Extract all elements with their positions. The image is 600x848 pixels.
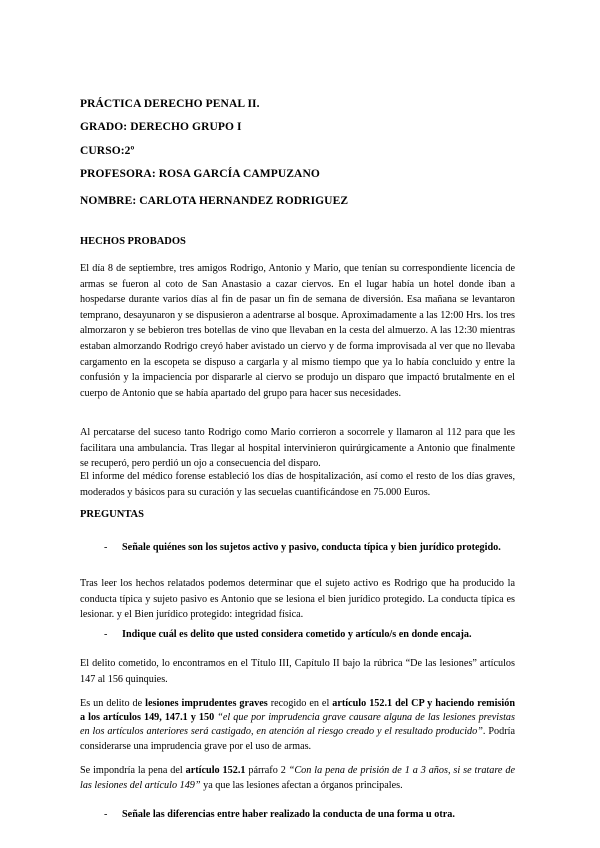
question-2 [104, 628, 514, 643]
answer-2: El delito cometido, lo encontramos en el Título III, Capítulo II bajo la rúbrica “De las lesiones” artículos 147 al 156 quinquies. [80, 658, 515, 685]
articulo-quote: “el que por imprudencia grave causare alguna de las lesiones previstas en los artículos anteriores será castigado, en atención al riesgo creado y el resultado producido” [80, 712, 515, 738]
grado-heading: GRADO: DERECHO GRUPO I [80, 121, 242, 133]
practica-heading: PRÁCTICA DERECHO PENAL II. [80, 98, 260, 110]
question-3-text: Señale las diferencias entre haber realizado la conducta de una forma u otra. [122, 809, 455, 820]
list-dash: - [104, 629, 108, 640]
answer-4: Se impondría la pena del artículo 152.1 párrafo 2 “Con la pena de prisión de 1 a 3 años, si se tratare de las lesiones del artículo 149” ya que las lesiones afectan a órganos principales. [80, 765, 515, 791]
articulo-bold: artículo 152.1 del CP y haciendo remisión a los artículos 149, 147.1 y 150 [80, 698, 515, 724]
hechos-probados-title: HECHOS PROBADOS [80, 236, 186, 247]
hechos-paragraph-2: Al percatarse del suceso tanto Rodrigo como Mario corrieron a socorrele y llamaron al 112 para que les facilitara una ambulancia. Tras llegar al hospital intervinieron quirúrgicamente a Antonio que finalmente se recuperó, pero perdió un ojo a consecuencia del disparo. [80, 427, 515, 470]
preguntas-title: PREGUNTAS [80, 509, 144, 520]
list-dash: - [104, 809, 108, 820]
answer-1: Tras leer los hechos relatados podemos determinar que el sujeto activo es Rodrigo que ha producido la conducta típica y sujeto pasivo es Antonio que se lesiona el bien jurídico protegido. La conducta típica es lesionar. y el Bien jurídico protegido: integridad física. [80, 578, 515, 621]
answer-3: Es un delito de lesiones imprudentes graves recogido en el artículo 152.1 del CP y haciendo remisión a los artículos 149, 147.1 y 150 “el que por imprudencia grave causare alguna de las lesiones previstas en los artículos anteriores será castigado, en atención al riesgo creado y el resultado producido”. Podría considerarse una imprudencia grave por el uso de armas. [80, 698, 515, 752]
profesora-heading: PROFESORA: ROSA GARCÍA CAMPUZANO [80, 168, 320, 180]
question-1-text: Señale quiénes son los sujetos activo y pasivo, conducta típica y bien jurídico protegido. [122, 542, 501, 553]
pena-articulo-bold: artículo 152.1 [185, 765, 246, 776]
hechos-paragraph-1: El día 8 de septiembre, tres amigos Rodrigo, Antonio y Mario, que tenían su correspondiente licencia de armas se fueron al coto de San Anastasio a cazar ciervos. En el lugar había un hotel donde iban a hospedarse durante varios días al fin de pasar un fin de semana de diversión. Esa mañana se levantaron temprano, desayunaron y se dispusieron a adentrarse al bosque. Aproximadamente a las 12:00 Hrs. los tres almorzaron y se bebieron tres botellas de vino que llevaban en la cesta del almuerzo. A las 12:30 mientras estaban almorzando Rodrigo creyó haber avistado un ciervo y de forma improvisada al ver que no llevaba cargamento en la escopeta se dispuso a cargarla y al mismo tiempo que ya lo había concluido y entre la confusión y la impaciencia por dispararle al ciervo se produjo un disparo que impactó brutalmente en el cuerpo de Antonio que se había apartado del grupo para hacer sus necesidades. [80, 263, 515, 399]
delito-bold: lesiones imprudentes graves [145, 698, 268, 709]
hechos-paragraph-3: El informe del médico forense estableció los días de hospitalización, así como el resto de los días graves, moderados y básicos para su curación y las secuelas cuantificándose en 75.000 Euros. [80, 471, 515, 498]
list-dash: - [104, 542, 108, 553]
nombre-heading: NOMBRE: CARLOTA HERNANDEZ RODRIGUEZ [80, 195, 349, 207]
question-3 [104, 808, 514, 823]
question-1 [104, 541, 514, 556]
pena-quote: “Con la pena de prisión de 1 a 3 años, si se tratare de las lesiones del artículo 149” [80, 765, 515, 791]
question-2-text: Indique cuál es delito que usted considera cometido y artículo/s en donde encaja. [122, 629, 472, 640]
curso-heading: CURSO:2º [80, 145, 135, 157]
